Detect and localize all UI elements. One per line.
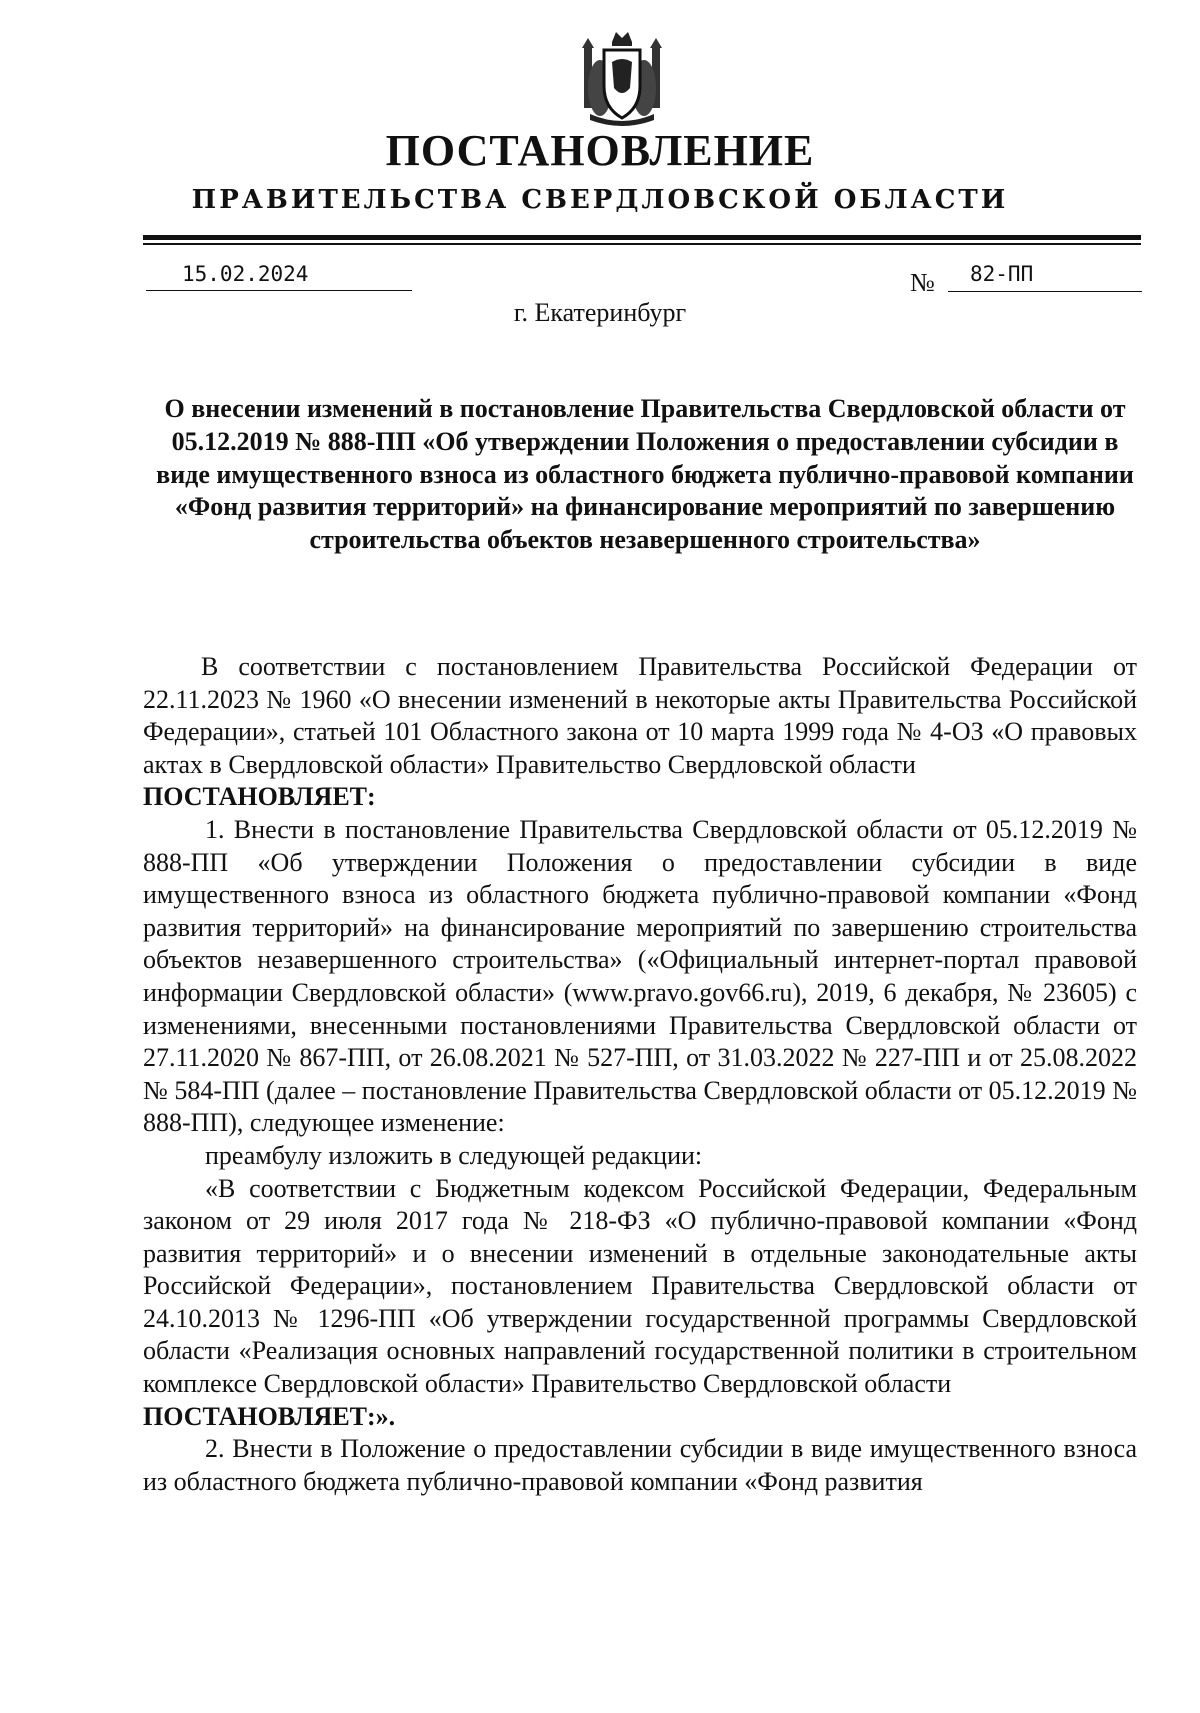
date-value: 15.02.2024 xyxy=(182,262,309,286)
number-value: 82-ПП xyxy=(970,262,1034,286)
header-rule-thin xyxy=(143,243,1141,245)
number-sign: № xyxy=(910,268,935,297)
document-title: ПОСТАНОВЛЕНИЕ xyxy=(385,126,815,175)
quoted-preamble: «В соответствии с Бюджетным кодексом Российской Федерации, Федеральным законом от 29 июля 2017 года № 218-ФЗ «О публично-правовой компании «Фонд развития территорий» и о внесении изменений в отдельные законодательные акты Российской Федерации», постановлением Правительства Свердловской области от 24.10.2013 № 1296-ПП «Об утверждении государственной программы Свердловской области «Реализация основных направлений государственной политики в строительном комплексе Свердловской области» Правительство Свердловской области xyxy=(143,1173,1137,1399)
decree-word: ПОСТАНОВЛЯЕТ: xyxy=(143,782,376,812)
item-1-sub-paragraph: преамбулу изложить в следующей редакции: xyxy=(205,1140,703,1170)
preamble-paragraph: В соответствии с постановлением Правительства Российской Федерации от 22.11.2023 № 1960 «О внесении изменений в некоторые акты Правительства Российской Федерации», статьей 101 Областного закона от 10 марта 1999 года № 4-ОЗ «О правовых актах в Свердловской области» Правительство Свердловской области xyxy=(143,652,1137,779)
date-field xyxy=(146,259,412,291)
city: г. Екатеринбург xyxy=(513,298,687,327)
coat-of-arms-icon xyxy=(572,28,672,128)
quoted-decree-word: ПОСТАНОВЛЯЕТ:». xyxy=(143,1401,396,1431)
document-heading: О внесении изменений в постановление Правительства Свердловской области от 05.12.2019 № 888-ПП «Об утверждении Положения о предоставлении субсидии в виде имущественного взноса из областного бюджета публично-правовой компании «Фонд развития территорий» на финансирование мероприятий по завершению строительства объектов незавершенного строительства» xyxy=(156,394,1134,555)
document-body xyxy=(143,651,1137,1498)
item-2-paragraph: 2. Внести в Положение о предоставлении субсидии в виде имущественного взноса из областного бюджета публично-правовой компании «Фонд развития xyxy=(143,1434,1137,1496)
number-field xyxy=(948,259,1142,292)
item-1-paragraph: 1. Внести в постановление Правительства Свердловской области от 05.12.2019 № 888-ПП «Об утверждении Положения о предоставлении субсидии в виде имущественного взноса из областного бюджета публично-правовой компании «Фонд развития территорий» на финансирование мероприятий по завершению строительства объектов незавершенного строительства» («Официальный интернет-портал правовой информации Свердловской области» (www.pravo.gov66.ru), 2019, 6 декабря, № 23605) с изменениями, внесенными постановлениями Правительства Свердловской области от 27.11.2020 № 867-ПП, от 26.08.2021 № 527-ПП, от 31.03.2022 № 227-ПП и от 25.08.2022 № 584-ПП (далее – постановление Правительства Свердловской области от 05.12.2019 № 888-ПП), следующее изменение: xyxy=(143,814,1137,1138)
header-rule-thick xyxy=(143,235,1141,240)
document-subtitle: ПРАВИТЕЛЬСТВА СВЕРДЛОВСКОЙ ОБЛАСТИ xyxy=(191,185,1009,215)
